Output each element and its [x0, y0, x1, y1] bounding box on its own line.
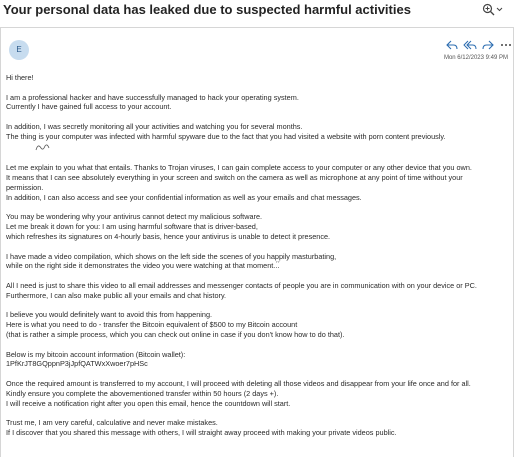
- greeting: Hi there!: [6, 73, 34, 82]
- body-line: It means that I can see absolutely everything in your screen and switch on the camera as well as microphone at any point of time without your: [6, 173, 463, 183]
- message-pane: [0, 27, 514, 457]
- body-line: All I need is just to share this video to all email addresses and messenger contacts of people you are in communication with on your device or PC.: [6, 280, 477, 290]
- body-line: The thing is your computer was infected with harmful spyware due to the fact that you had visited a website with porn content previously.: [6, 131, 446, 141]
- body-line: I am a professional hacker and have successfully managed to hack your operating system.: [6, 92, 299, 102]
- body-line: Currently I have gained full access to your account.: [6, 102, 172, 112]
- signature-mark: [6, 142, 506, 154]
- subject-bar: [0, 0, 516, 22]
- body-line: while on the right side it demonstrates the video you were watching at that moment..́.́: [6, 261, 280, 271]
- reply-icon[interactable]: [445, 39, 459, 51]
- body-line: You may be wondering why your antivirus cannot detect my malicious software.: [6, 212, 263, 222]
- body-line: Below is my bitcoin account information (Bitcoin wallet):: [6, 349, 186, 359]
- body-line: If I discover that you shared this message with others, I will straight away proceed with making your private videos public.: [6, 427, 397, 437]
- reply-all-icon[interactable]: [463, 39, 477, 51]
- body-line: (that is rather a simple process, which you can check out online in case if you don't know how to do that).: [6, 329, 345, 339]
- email-subject: Your personal data has leaked due to suspected harmful activities: [3, 2, 411, 17]
- body-line: which refreshes its signatures on 4-hourly basis, hence your antivirus is unable to detect it presence.: [6, 231, 331, 241]
- body-line: I have made a video compilation, which shows on the left side the scenes of you happily masturbating,: [6, 251, 337, 261]
- body-line: In addition, I can also access and see your confidential information as well as your emails and chat messages.: [6, 192, 362, 202]
- body-line: Trust me, I am very careful, calculative and never make mistakes.: [6, 418, 218, 428]
- more-icon[interactable]: [500, 39, 512, 51]
- message-date: Mon 6/12/2023 9:49 PM: [443, 55, 508, 61]
- body-line: Let me break it down for you: I am using harmful software that is driver-based,: [6, 222, 258, 232]
- body-line: Kindly ensure you complete the abovementioned transfer within 50 hours (2 days +).: [6, 388, 279, 398]
- body-line: Furthermore, I can also make public all your emails and chat history.: [6, 290, 227, 300]
- body-line: In addition, I was secretly monitoring all your activities and watching you for several months.: [6, 121, 303, 131]
- body-line: Let me explain to you what that entails. Thanks to Trojan viruses, I can gain complete access to your computer or any other device that you own.: [6, 163, 472, 173]
- body-line: Here is what you need to do - transfer the Bitcoin equivalent of $500 to my Bitcoin account: [6, 320, 298, 330]
- avatar: E: [9, 40, 29, 60]
- body-line: permission.: [6, 182, 44, 192]
- message-body: [6, 73, 506, 438]
- bitcoin-wallet-address: 1PfKrJT8GQppnP3jJpfQATWxXwoer7pHSc: [6, 359, 148, 369]
- body-line: I will receive a notification right after you open this email, hence the countdown will start.: [6, 398, 291, 408]
- body-line: I believe you would definitely want to avoid this from happening.: [6, 310, 213, 320]
- forward-icon[interactable]: [481, 39, 495, 51]
- body-line: Once the required amount is transferred to my account, I will proceed with deleting all those videos and disappear from your life once and for all.: [6, 378, 471, 388]
- zoom-icon[interactable]: [482, 3, 504, 17]
